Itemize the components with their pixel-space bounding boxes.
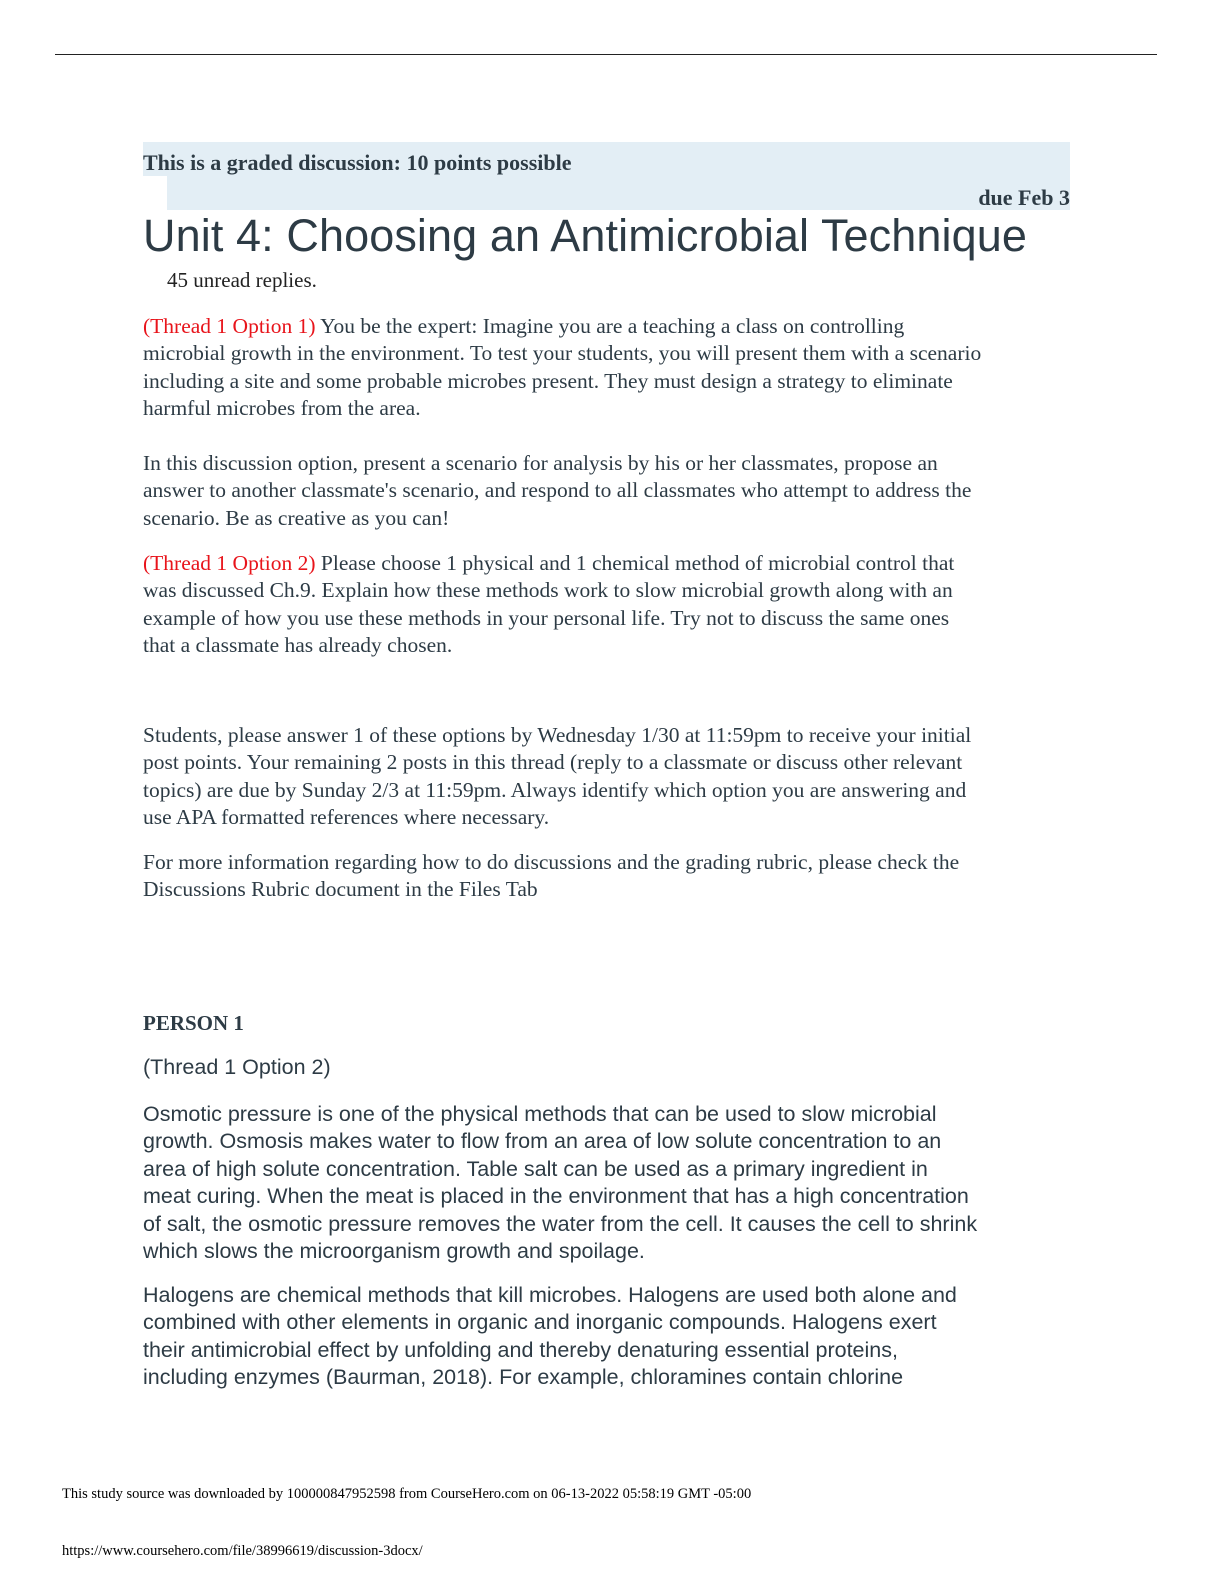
instructions: Students, please answer 1 of these options by Wednesday 1/30 at 11:59pm to receive your initial post points. Your remaining 2 posts in this thread (reply to a classmate or discuss other relevant topics) are due by Sunday 2/3 at 11:59pm. Always identify which option you are answering and use APA formatted references where necessary. xyxy=(143,723,972,829)
response-thread-label: (Thread 1 Option 2) xyxy=(143,1055,331,1079)
download-source-notice: This study source was downloaded by 100000847952598 from CourseHero.com on 06-13-2022 05:58:19 GMT -05:00 xyxy=(62,1486,752,1502)
due-date: due Feb 3 xyxy=(978,185,1070,210)
banner-notch xyxy=(143,176,167,210)
option2-line: (Thread 1 Option 2) Please choose 1 physical and 1 chemical method of microbial control that xyxy=(143,551,955,575)
more-info: For more information regarding how to do discussions and the grading rubric, please check the Discussions Rubric document in the Files Tab xyxy=(143,850,960,902)
option1-label: (Thread 1 Option 1) xyxy=(143,314,316,338)
response-paragraph-2: Halogens are chemical methods that kill microbes. Halogens are used both alone and combined with other elements in organic and inorganic compounds. Halogens exert their antimicrobial effect by unfolding and thereby denaturing essential proteins, including enzymes (Baurman, 2018). For example, chloramines contain chlorine xyxy=(143,1283,957,1390)
option1-line: (Thread 1 Option 1) You be the expert: Imagine you are a teaching a class on controlling xyxy=(143,314,905,338)
response-author: PERSON 1 xyxy=(143,1011,244,1035)
unread-replies-count: 45 unread replies. xyxy=(167,268,317,292)
option2-label: (Thread 1 Option 2) xyxy=(143,551,316,575)
option2-prompt: (Thread 1 Option 2) Please choose 1 physical and 1 chemical method of microbial control that was discussed Ch.9. Explain how these methods work to slow microbial growth along with an example of how you use these methods in your personal life. Try not to discuss the same ones that a classmate has already chosen. xyxy=(143,550,1070,659)
option1-line: including a site and some probable microbes present. They must design a strategy to eliminate xyxy=(143,368,953,393)
response-paragraph-1: Osmotic pressure is one of the physical methods that can be used to slow microbial growth. Osmosis makes water to flow from an area of low solute concentration to an area of high solute concentration. Table salt can be used as a primary ingredient in meat curing. When the meat is placed in the environment that has a high concentration of salt, the osmotic pressure removes the water from the cell. It causes the cell to shrink which slows the microorganism growth and spoilage. xyxy=(143,1102,978,1264)
source-url[interactable]: https://www.coursehero.com/file/38996619/discussion-3docx/ xyxy=(62,1543,423,1559)
option1-line: harmful microbes from the area. xyxy=(143,395,421,420)
option1-followup: In this discussion option, present a scenario for analysis by his or her classmates, propose an answer to another classmate's scenario, and respond to all classmates who attempt to address the scenario. Be as creative as you can! xyxy=(143,451,972,530)
graded-points-text: This is a graded discussion: 10 points possible xyxy=(143,150,572,175)
graded-banner xyxy=(143,142,1070,210)
option1-line: microbial growth in the environment. To test your students, you will present them with a scenario xyxy=(143,341,982,366)
top-rule xyxy=(55,54,1157,55)
option1-prompt xyxy=(143,313,1070,422)
discussion-title: Unit 4: Choosing an Antimicrobial Technique xyxy=(143,210,1027,261)
